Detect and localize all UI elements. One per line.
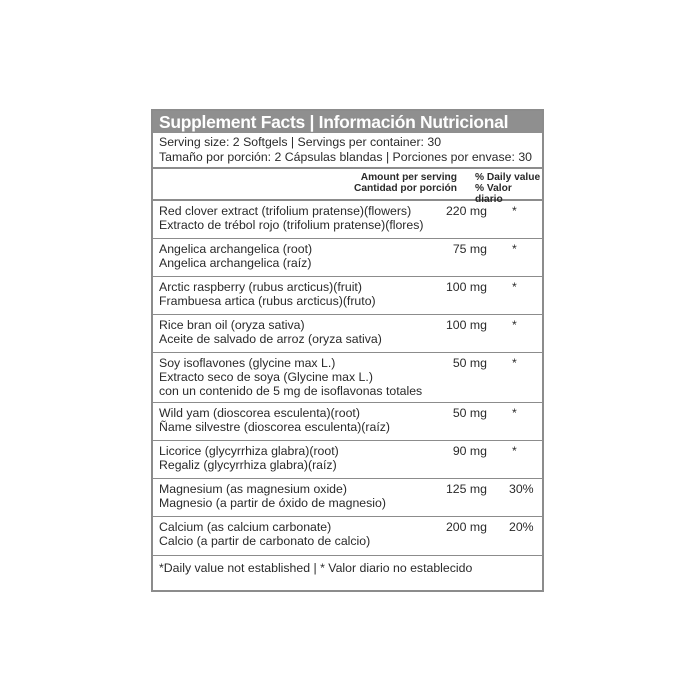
ingredient-name-line: Magnesio (a partir de óxido de magnesio) — [159, 496, 386, 510]
ingredient-row — [153, 403, 542, 441]
ingredient-name-line: Red clover extract (trifolium pratense)(flowers) — [159, 204, 412, 218]
ingredient-row — [153, 479, 542, 517]
ingredient-daily-value: * — [512, 318, 517, 332]
ingredient-row — [153, 201, 542, 239]
ingredient-amount: 200 mg — [445, 520, 487, 534]
ingredient-name-line: Aceite de salvado de arroz (oryza sativa) — [159, 332, 382, 346]
footnote: *Daily value not established | * Valor diario no establecido — [153, 555, 542, 577]
ingredient-name — [159, 318, 439, 346]
ingredient-name-line: Ñame silvestre (dioscorea esculenta)(raíz) — [159, 420, 390, 434]
ingredient-name — [159, 280, 439, 308]
ingredient-daily-value: 20% — [509, 520, 534, 534]
ingredient-row — [153, 517, 542, 555]
ingredient-name-line: Regaliz (glycyrrhiza glabra)(raíz) — [159, 458, 337, 472]
ingredient-daily-value: 30% — [509, 482, 534, 496]
ingredient-name-line: Arctic raspberry (rubus arcticus)(fruit) — [159, 280, 362, 294]
ingredient-daily-value: * — [512, 406, 517, 420]
amount-column-header — [354, 172, 457, 194]
ingredient-name — [159, 444, 439, 472]
ingredient-row — [153, 315, 542, 353]
ingredient-amount: 100 mg — [445, 318, 487, 332]
ingredient-name-line: Frambuesa artica (rubus arcticus)(fruto) — [159, 294, 376, 308]
ingredient-name — [159, 356, 439, 398]
serving-info — [153, 133, 542, 169]
ingredient-name-line: Extracto de trébol rojo (trifolium pratense)(flores) — [159, 218, 424, 232]
ingredient-name-line: Soy isoflavones (glycine max L.) — [159, 356, 336, 370]
amount-header-en: Amount per serving — [360, 172, 457, 183]
ingredient-row — [153, 239, 542, 277]
ingredient-row — [153, 277, 542, 315]
ingredient-name — [159, 204, 439, 232]
column-headers — [153, 169, 542, 205]
ingredient-rows — [153, 201, 542, 555]
ingredient-name — [159, 520, 439, 548]
ingredient-name-line: Rice bran oil (oryza sativa) — [159, 318, 305, 332]
ingredient-amount: 50 mg — [452, 406, 487, 420]
ingredient-amount: 50 mg — [452, 356, 487, 370]
dv-header-es: % Valor diario — [475, 183, 512, 205]
ingredient-name-line: Calcium (as calcium carbonate) — [159, 520, 332, 534]
ingredient-amount: 100 mg — [445, 280, 487, 294]
ingredient-row — [153, 441, 542, 479]
ingredient-amount: 75 mg — [452, 242, 487, 256]
ingredient-amount: 125 mg — [445, 482, 487, 496]
dv-header-en: % Daily value — [475, 172, 541, 183]
ingredient-daily-value: * — [512, 204, 517, 218]
ingredient-name-line: Calcio (a partir de carbonato de calcio) — [159, 534, 371, 548]
ingredient-name-line: Licorice (glycyrrhiza glabra)(root) — [159, 444, 339, 458]
ingredient-daily-value: * — [512, 242, 517, 256]
ingredient-daily-value: * — [512, 356, 517, 370]
ingredient-name-line: Extracto seco de soya (Glycine max L.) — [159, 370, 373, 384]
ingredient-name — [159, 406, 439, 434]
ingredient-row — [153, 353, 542, 403]
ingredient-amount: 90 mg — [452, 444, 487, 458]
ingredient-daily-value: * — [512, 444, 517, 458]
ingredient-name-line: Magnesium (as magnesium oxide) — [159, 482, 347, 496]
serving-line-es: Tamaño por porción: 2 Cápsulas blandas | Porciones por envase: 30 — [159, 150, 533, 164]
ingredient-daily-value: * — [512, 280, 517, 294]
supplement-facts-panel — [151, 109, 544, 592]
ingredient-name-line: con un contenido de 5 mg de isoflavonas totales — [159, 384, 423, 398]
serving-line-en: Serving size: 2 Softgels | Servings per container: 30 — [159, 135, 442, 149]
ingredient-name — [159, 482, 439, 510]
ingredient-name-line: Wild yam (dioscorea esculenta)(root) — [159, 406, 360, 420]
ingredient-amount: 220 mg — [445, 204, 487, 218]
ingredient-name-line: Angelica archangelica (raíz) — [159, 256, 312, 270]
amount-header-es: Cantidad por porción — [353, 183, 457, 194]
ingredient-name-line: Angelica archangelica (root) — [159, 242, 313, 256]
ingredient-name — [159, 242, 439, 270]
panel-title: Supplement Facts | Información Nutricional — [153, 111, 542, 133]
